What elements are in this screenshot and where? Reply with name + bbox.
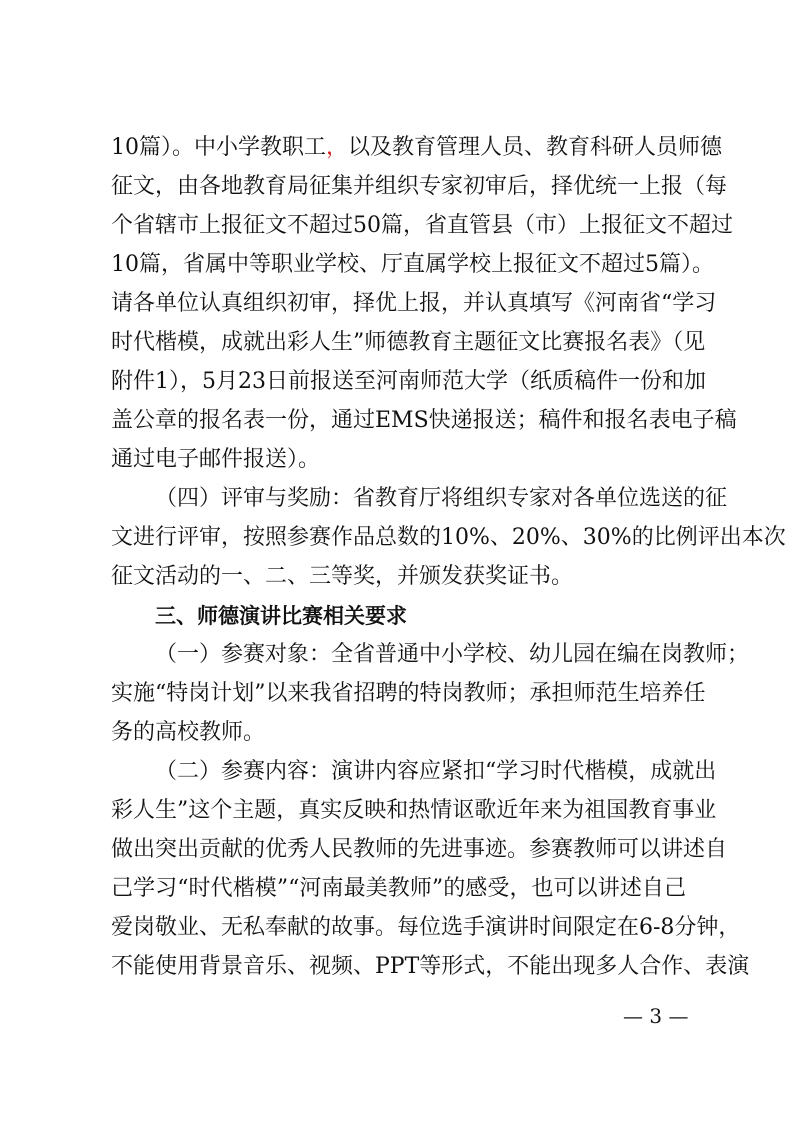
paragraph-2-line-3: 征文活动的一、二、三等奖，并颁发获奖证书。 <box>111 564 574 589</box>
paragraph-1-line-1 <box>111 133 723 163</box>
paragraph-1-line-1-text-a: 10篇）。中小学教职工 <box>111 135 326 160</box>
paragraph-2-line-2: 文进行评审，按照参赛作品总数的10%、20%、30%的比例评出本次 <box>111 525 786 550</box>
red-comma-mark: ， <box>326 135 349 160</box>
paragraph-4-line-1: （二）参赛内容：演讲内容应紧扣“学习时代楷模，成就出 <box>155 759 717 784</box>
page-number: — 3 — <box>623 1004 689 1028</box>
paragraph-1-line-6: 时代楷模，成就出彩人生”师德教育主题征文比赛报名表》（见 <box>111 330 706 355</box>
paragraph-3-line-3: 务的高校教师。 <box>111 720 266 745</box>
paragraph-3-line-1: （一）参赛对象：全省普通中小学校、幼儿园在编在岗教师； <box>155 642 750 667</box>
paragraph-2-line-1: （四）评审与奖励：省教育厅将组织专家对各单位选送的征 <box>155 486 728 511</box>
paragraph-4-line-2: 彩人生”这个主题，真实反映和热情讴歌近年来为祖国教育事业 <box>111 798 717 823</box>
paragraph-1-line-9: 通过电子邮件报送）。 <box>111 447 321 472</box>
paragraph-1-line-2: 征文，由各地教育局征集并组织专家初审后，择优统一上报（每 <box>111 174 728 199</box>
section-3-heading: 三、师德演讲比赛相关要求 <box>155 604 407 628</box>
paragraph-4-line-6: 不能使用背景音乐、视频、PPT等形式，不能出现多人合作、表演 <box>111 954 750 979</box>
paragraph-4-line-4: 己学习“时代楷模”“河南最美教师”的感受，也可以讲述自己 <box>111 876 686 901</box>
paragraph-1-line-1-text-b: 以及教育管理人员、教育科研人员师德 <box>348 135 723 160</box>
paragraph-4-line-3: 做出突出贡献的优秀人民教师的先进事迹。参赛教师可以讲述自 <box>111 837 728 862</box>
paragraph-3-line-2: 实施“特岗计划”以来我省招聘的特岗教师；承担师范生培养任 <box>111 681 706 706</box>
paragraph-1-line-4: 10篇，省属中等职业学校、厅直属学校上报征文不超过5篇）。 <box>111 252 714 277</box>
paragraph-1-line-5: 请各单位认真组织初审，择优上报，并认真填写《河南省“学习 <box>111 291 717 316</box>
paragraph-1-line-8: 盖公章的报名表一份，通过EMS快递报送；稿件和报名表电子稿 <box>111 408 737 433</box>
paragraph-4-line-5: 爱岗敬业、无私奉献的故事。每位选手演讲时间限定在6-8分钟， <box>111 915 741 940</box>
paragraph-1-line-7: 附件1），5月23日前报送至河南师范大学（纸质稿件一份和加 <box>111 369 706 394</box>
paragraph-1-line-3: 个省辖市上报征文不超过50篇，省直管县（市）上报征文不超过 <box>111 213 733 238</box>
